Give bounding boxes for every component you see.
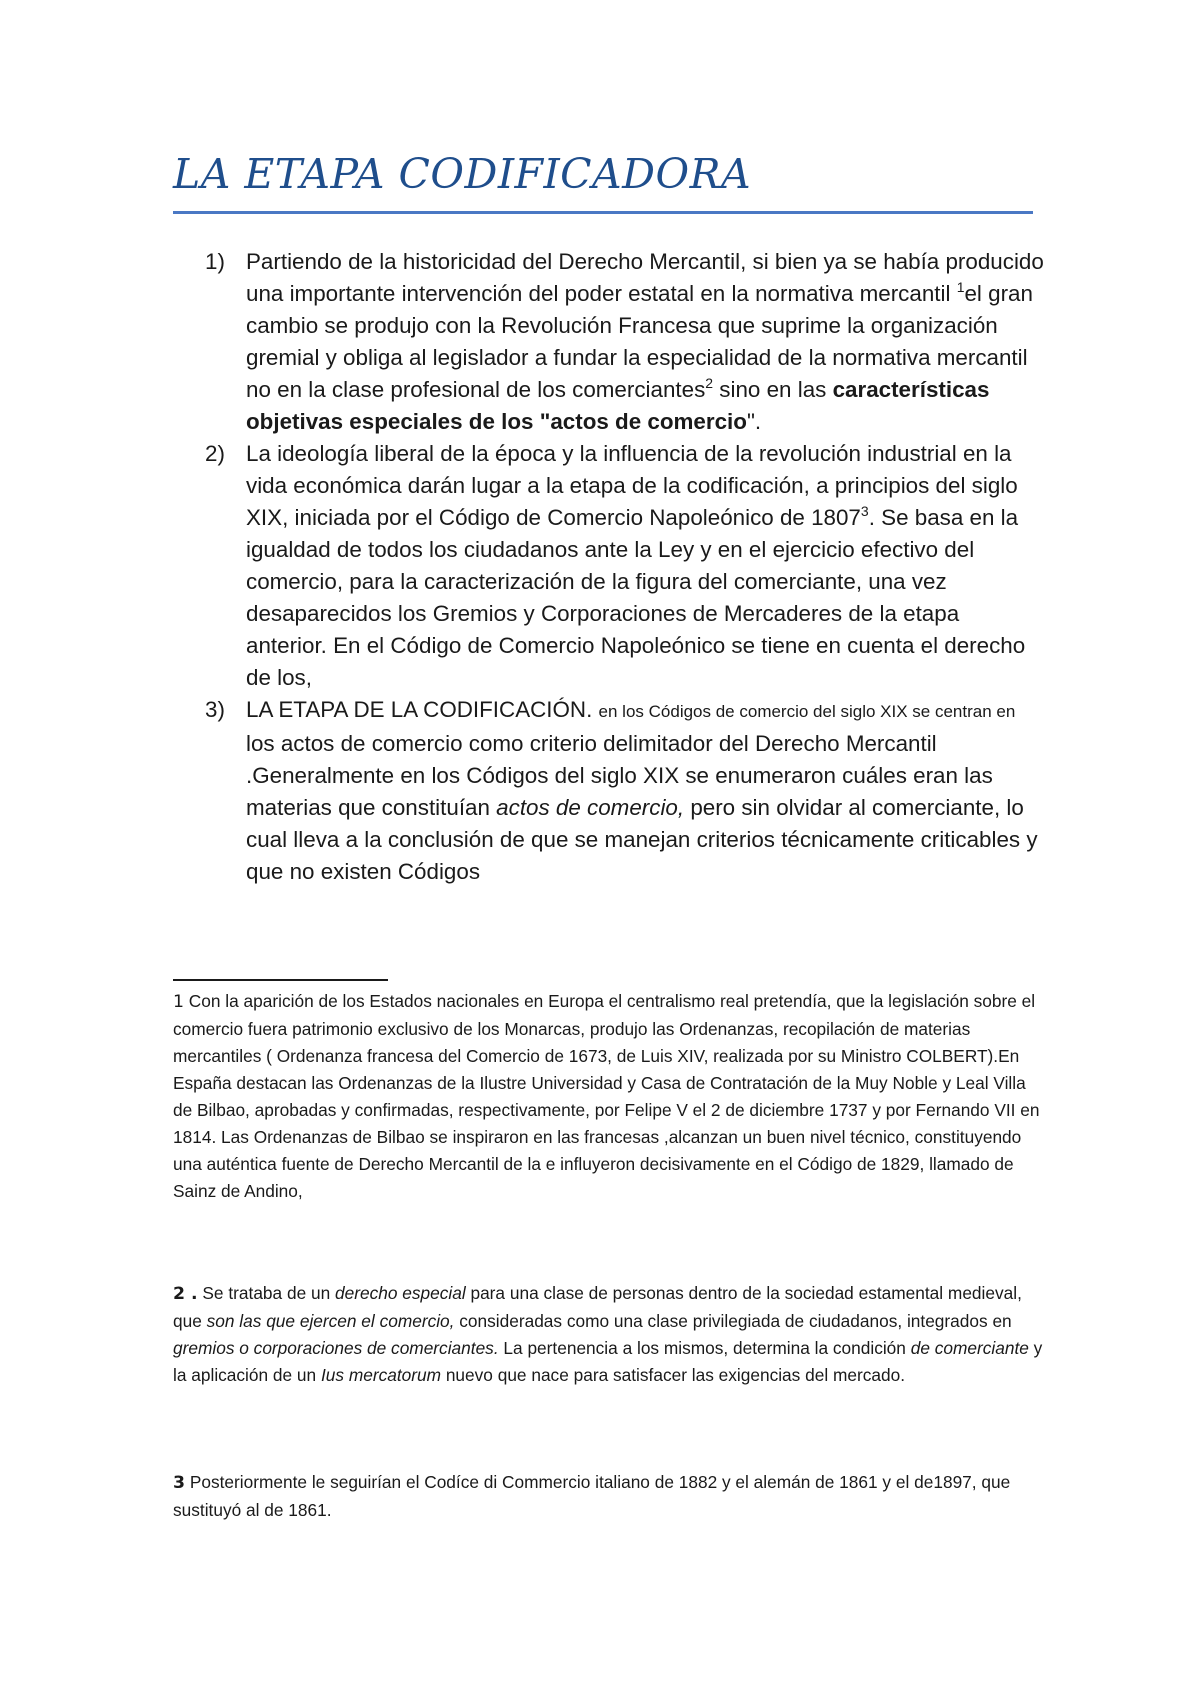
footnote-text: para una clase de personas dentro de la sociedad estamental medieval, que xyxy=(173,1283,1022,1331)
footnote-ref[interactable]: 2 xyxy=(705,375,714,391)
footnote-separator xyxy=(173,979,388,981)
list-item xyxy=(205,694,1045,888)
footnote-text: Con la aparición de los Estados nacionales en Europa el centralismo real pretendía, que la legislación sobre el comercio fuera patrimonio exclusivo de los Monarcas, produjo las Ordenanzas, recopilación de materias mercantiles ( Ordenanza francesa del Comercio de 1673, de Luis XIV, realizada por su Ministro COLBERT).En España destacan las Ordenanzas de la Ilustre Universidad y Casa de Contratación de la Muy Noble y Leal Villa de Bilbao, aprobadas y confirmadas, respectivamente, por Felipe V el 2 de diciembre 1737 y por Fernando VII en 1814. Las Ordenanzas de Bilbao se inspiraron en las francesas ,alcanzan un buen nivel técnico, constituyendo una auténtica fuente de Derecho Mercantil de la e influyeron decisivamente en el Código de 1829, llamado de Sainz de Andino, xyxy=(173,991,1040,1201)
list-item xyxy=(205,246,1045,438)
footnote-italic: derecho especial xyxy=(335,1283,466,1303)
item-text: ". xyxy=(746,409,762,434)
footnote-italic: de comerciante xyxy=(910,1338,1029,1358)
footnote-text: consideradas como una clase privilegiada de ciudadanos, integrados en xyxy=(454,1311,1012,1331)
footnote-ref[interactable]: 1 xyxy=(956,279,965,295)
footnote-text: y la aplicación de un xyxy=(173,1338,1043,1385)
footnote-mark: 3 xyxy=(173,1473,186,1493)
list-item-number: 3) xyxy=(205,697,225,722)
footnote-text: Posteriormente le seguirían el Codíce di Commercio italiano de 1882 y el alemán de 1861 y el de1897, que sustituyó al de 1861. xyxy=(173,1472,1011,1520)
page-title: LA ETAPA CODIFICADORA xyxy=(173,150,752,198)
item-small-text: en los Códigos de comercio del siglo XIX se centran en xyxy=(598,702,1016,721)
list-item-number: 2) xyxy=(205,441,225,466)
title-underline xyxy=(173,211,1033,214)
list-item xyxy=(205,438,1045,694)
item-text: . Se basa en la igualdad de todos los ciudadanos ante la Ley y en el ejercicio efectivo del comercio, para la caracterización de la figura del comerciante, una vez desaparecidos los Gremios y Corporaciones de Mercaderes de la etapa anterior. En el Código de Comercio Napoleónico se tiene en cuenta el derecho de los, xyxy=(246,505,1026,690)
item-text: pero sin olvidar al comerciante, lo cual lleva a la conclusión de que se manejan criterios técnicamente criticables y que no existen Códigos xyxy=(246,795,1038,884)
item-text: sino en las xyxy=(713,377,833,402)
item-text: el gran cambio se produjo con la Revolución Francesa que suprime la organización gremial y obliga al legislador a fundar la especialidad de la normativa mercantil no en la clase profesional de los comerciantes xyxy=(246,281,1033,402)
footnote-text: Se trataba de un xyxy=(197,1283,335,1303)
footnote-italic: son las que ejercen el comercio, xyxy=(206,1311,455,1331)
footnote-italic: Ius mercatorum xyxy=(320,1365,442,1385)
numbered-list xyxy=(205,246,1045,888)
item-text: Partiendo de la historicidad del Derecho Mercantil, si bien ya se había producido una importante intervención del poder estatal en la normativa mercantil xyxy=(246,249,1044,306)
item-text: LA ETAPA DE LA CODIFICACIÓN. xyxy=(246,697,599,722)
footnote-italic: gremios o corporaciones de comerciantes. xyxy=(173,1338,499,1358)
item-text: La ideología liberal de la época y la influencia de la revolución industrial en la vida económica darán lugar a la etapa de la codificación, a principios del siglo XIX, iniciada por el Código de Comercio Napoleónico de 1807 xyxy=(246,441,1018,530)
item-italic-text: actos de comercio, xyxy=(496,795,685,820)
footnote-ref[interactable]: 3 xyxy=(860,503,869,519)
footnote-mark: 2 . xyxy=(173,1284,198,1304)
list-item-number: 1) xyxy=(205,249,225,274)
footnote-3 xyxy=(173,1469,1043,1524)
item-bold-text: características objetivas especiales de los "actos de comercio xyxy=(246,377,990,434)
footnote-text: nuevo que nace para satisfacer las exigencias del mercado. xyxy=(441,1365,906,1385)
footnote-2 xyxy=(173,1280,1043,1389)
footnote-1 xyxy=(173,988,1043,1205)
footnote-mark: 1 xyxy=(173,992,184,1012)
footnote-text: La pertenencia a los mismos, determina la condición xyxy=(498,1338,911,1358)
item-text: los actos de comercio como criterio delimitador del Derecho Mercantil .Generalmente en los Códigos del siglo XIX se enumeraron cuáles eran las materias que constituían xyxy=(246,731,993,820)
